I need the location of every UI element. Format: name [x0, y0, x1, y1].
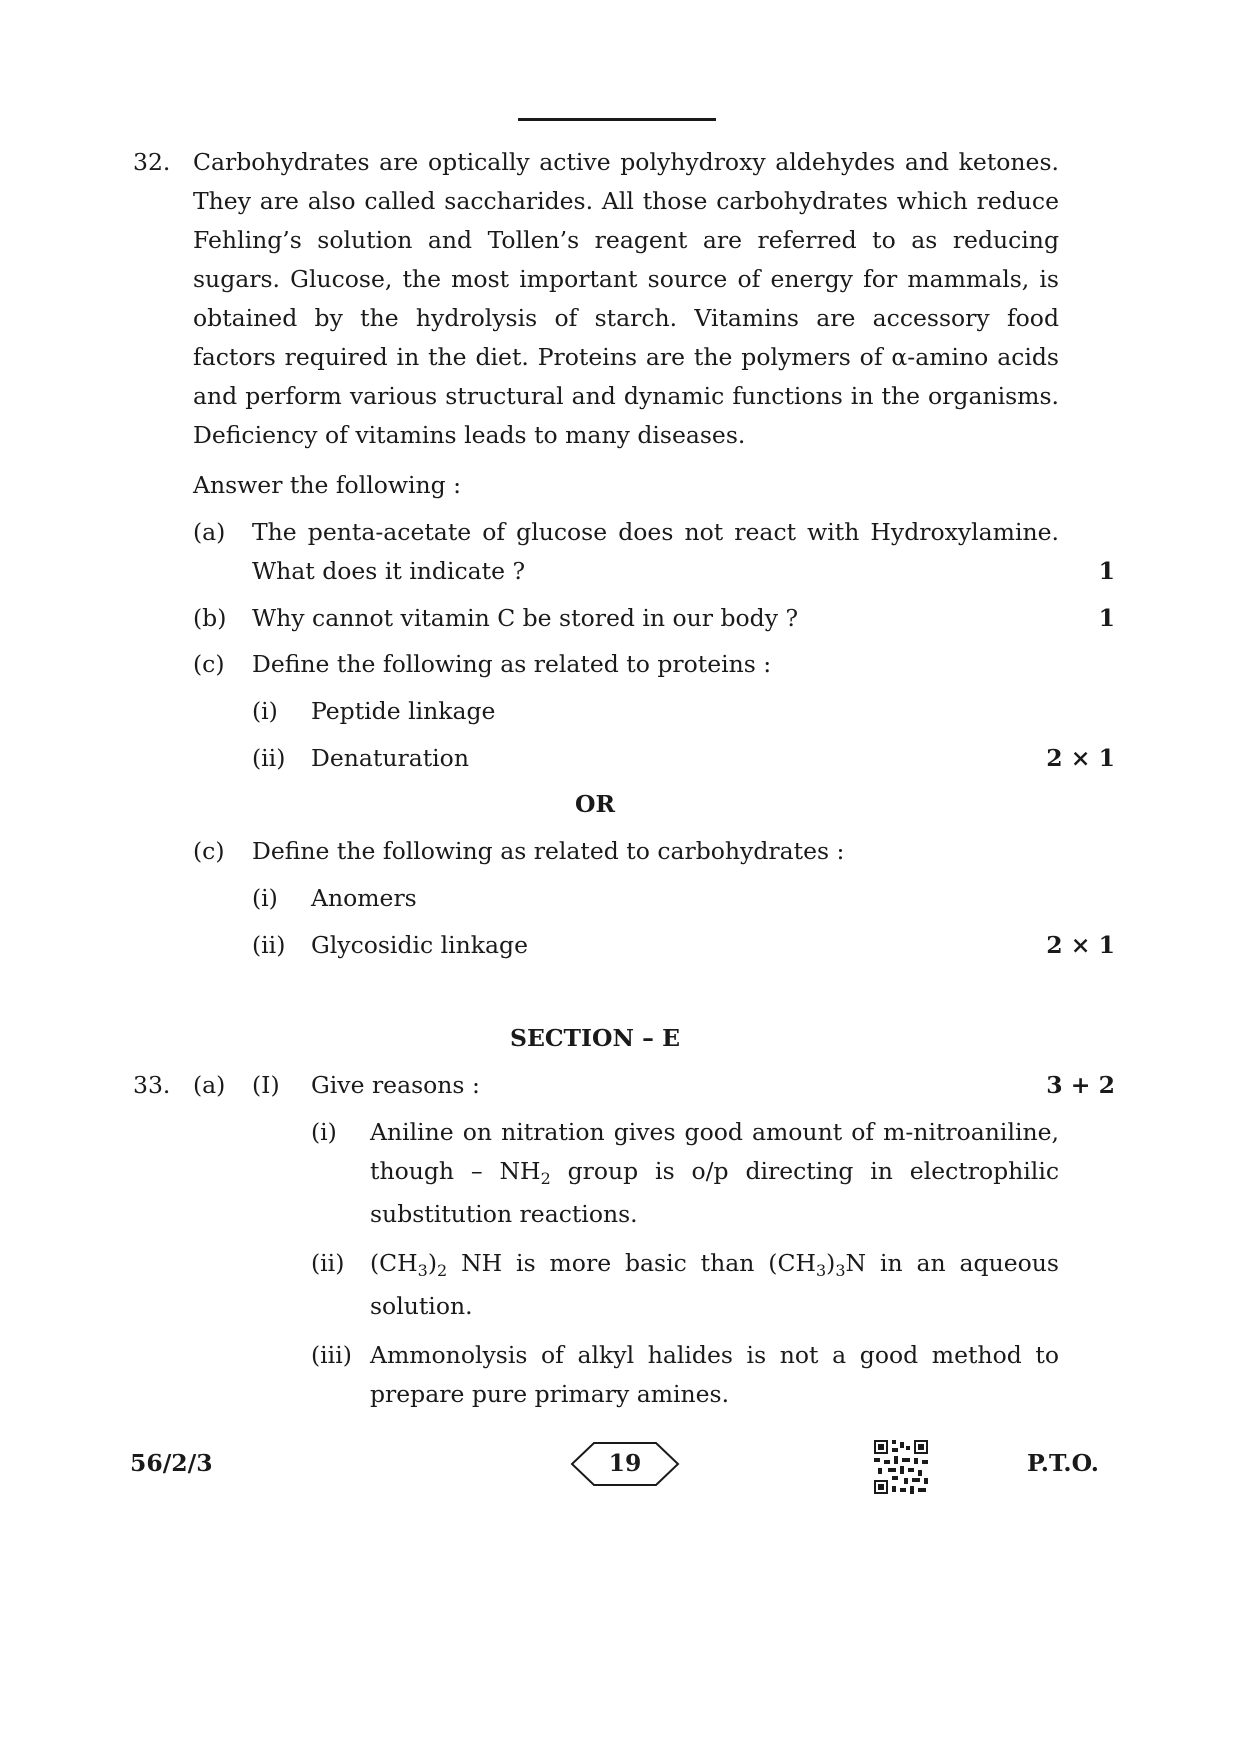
q33-a-label: (a) — [193, 1071, 226, 1099]
q32-c2-i-label: (i) — [252, 884, 278, 912]
q32-c1-text: Define the following as related to proteins : — [252, 650, 772, 678]
q33-ii-line1: $(CH_3)_2$ NH is more basic than $(CH_3)_3N$ in an aqueous — [370, 1249, 1059, 1280]
top-rule — [518, 118, 716, 121]
q33-ii-label: (ii) — [311, 1249, 345, 1277]
q33-i-line3: substitution reactions. — [370, 1200, 638, 1228]
q32-b-marks: 1 — [1098, 604, 1115, 632]
q32-c2-text: Define the following as related to carbohydrates : — [252, 837, 845, 865]
q33-I-label: (I) — [252, 1071, 280, 1099]
q33-iii-text: Ammonolysis of alkyl halides is not a good method to prepare pure primary amines. — [370, 1341, 1059, 1408]
q32-c2-ii-text: Glycosidic linkage — [311, 931, 529, 959]
q32-c1-label: (c) — [193, 650, 225, 678]
q33-iii-label: (iii) — [311, 1341, 352, 1369]
q33-marks: 3 + 2 — [1046, 1071, 1115, 1099]
or-divider: OR — [574, 790, 615, 818]
q32-c1-marks: 2 × 1 — [1046, 744, 1115, 772]
q32-b-label: (b) — [193, 604, 227, 632]
q33-I-text: Give reasons : — [311, 1071, 480, 1099]
q32-a-marks: 1 — [1098, 557, 1115, 585]
q32-b-text: Why cannot vitamin C be stored in our body ? — [252, 604, 799, 632]
q33-i-line2: though – $NH_2$ group is o/p directing in electrophilic — [370, 1157, 1059, 1188]
pto-label: P.T.O. — [1027, 1449, 1099, 1477]
question-number-32: 32. — [133, 148, 171, 176]
q32-c2-marks: 2 × 1 — [1046, 931, 1115, 959]
q32-c1-ii-label: (ii) — [252, 744, 286, 772]
q32-c1-i-label: (i) — [252, 697, 278, 725]
q32-a-label: (a) — [193, 518, 226, 546]
q32-c2-i-text: Anomers — [311, 884, 417, 912]
q33-ii-line2: solution. — [370, 1292, 473, 1320]
q33-i-label: (i) — [311, 1118, 337, 1146]
page-number: 19 — [608, 1449, 642, 1477]
paper-code: 56/2/3 — [130, 1449, 213, 1477]
qr-code-icon — [874, 1440, 928, 1494]
q32-paragraph: Carbohydrates are optically active polyhydroxy aldehydes and ketones. They are also called saccharides. All those carbohydrates which reduce Fehling’s solution and Tollen’s reagent are referred to as reducing sugars. Glucose, the most important source of energy for mammals, is obtained by the hydrolysis of starch. Vitamins are accessory food factors required in the diet. Proteins are the polymers of α-amino acids and perform various structural and dynamic functions in the organisms. Deficiency of vitamins leads to many diseases. — [193, 148, 1059, 449]
q32-c2-ii-label: (ii) — [252, 931, 286, 959]
question-number-33: 33. — [133, 1071, 171, 1099]
q32-a-text: The penta-acetate of glucose does not react with Hydroxylamine. What does it indicate ? — [252, 518, 1059, 585]
q32-c1-i-text: Peptide linkage — [311, 697, 496, 725]
page-number-badge — [570, 1441, 680, 1487]
q32-c2-label: (c) — [193, 837, 225, 865]
q32-instruction: Answer the following : — [193, 471, 462, 499]
section-heading: SECTION – E — [509, 1024, 681, 1052]
q32-c1-ii-text: Denaturation — [311, 744, 469, 772]
q33-i-line1: Aniline on nitration gives good amount of m-nitroaniline, — [370, 1118, 1059, 1146]
